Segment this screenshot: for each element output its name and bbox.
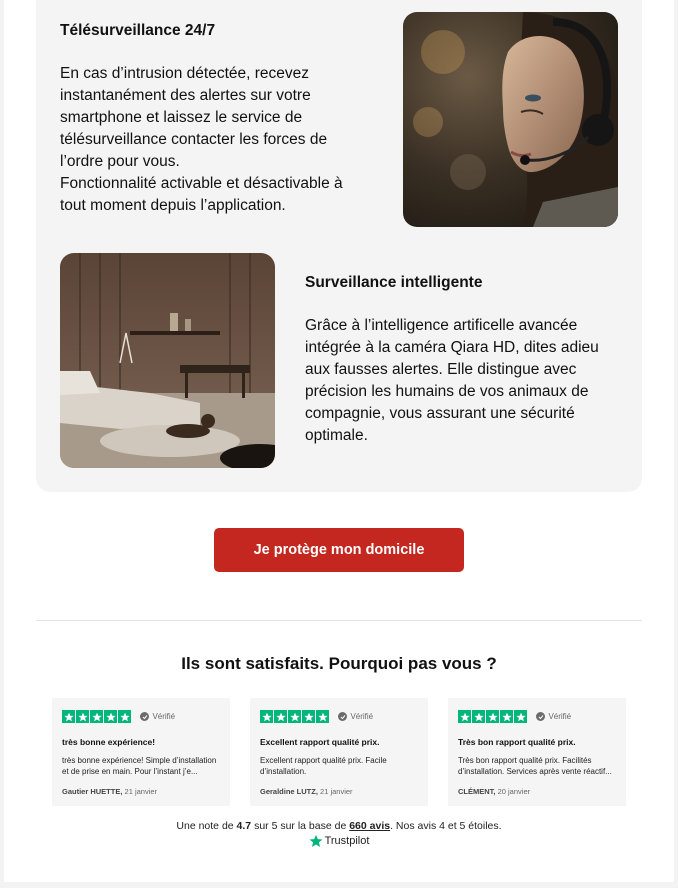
star-icon xyxy=(118,710,131,723)
trustpilot-logo[interactable] xyxy=(4,834,674,848)
review-author: CLÉMENT, 20 janvier xyxy=(458,787,531,796)
star-icon xyxy=(288,710,301,723)
star-rating xyxy=(62,710,131,723)
review-title: Excellent rapport qualité prix. xyxy=(260,737,380,747)
review-card[interactable] xyxy=(52,698,230,806)
star-icon xyxy=(486,710,499,723)
star-icon xyxy=(76,710,89,723)
section-divider xyxy=(36,620,642,621)
feature-title-surveillance-intelligente: Surveillance intelligente xyxy=(305,274,483,291)
star-icon xyxy=(472,710,485,723)
star-rating xyxy=(458,710,527,723)
reviews-section-title: Ils sont satisfaits. Pourquoi pas vous ? xyxy=(181,654,497,673)
star-icon xyxy=(316,710,329,723)
star-icon xyxy=(302,710,315,723)
operator-headset-photo xyxy=(403,12,618,227)
review-title: très bonne expérience! xyxy=(62,737,156,747)
star-icon xyxy=(274,710,287,723)
review-text: Excellent rapport qualité prix. Facile d’installation. xyxy=(260,756,387,776)
trustpilot-label: Trustpilot xyxy=(324,835,370,847)
rating-score: 4.7 xyxy=(236,820,252,832)
verified-check-icon xyxy=(536,712,545,721)
email-page xyxy=(4,0,674,882)
feature-title-telesurveillance: Télésurveillance 24/7 xyxy=(60,22,216,39)
trustpilot-star-icon xyxy=(309,834,323,848)
star-icon xyxy=(90,710,103,723)
verified-badge: Vérifié xyxy=(140,712,175,721)
review-author: Gautier HUETTE, 21 janvier xyxy=(62,787,158,796)
protect-home-button[interactable]: Je protège mon domicile xyxy=(214,528,464,572)
review-card[interactable] xyxy=(250,698,428,806)
living-room-dog-photo xyxy=(60,253,275,468)
star-icon xyxy=(62,710,75,723)
star-icon xyxy=(514,710,527,723)
review-card[interactable] xyxy=(448,698,626,806)
star-rating xyxy=(260,710,329,723)
review-title: Très bon rapport qualité prix. xyxy=(458,737,576,747)
verified-badge: Vérifié xyxy=(338,712,373,721)
star-icon xyxy=(260,710,273,723)
reviews-count-link[interactable]: 660 avis xyxy=(349,820,391,832)
feature-body-telesurveillance: En cas d’intrusion détectée, recevez instantanément des alertes sur votre smartphone et laissez le service de télésurveillance contacter les forces de l’ordre pour vous. Fonctionnalité activable et désactivable à tout moment depuis l’application. xyxy=(60,65,343,214)
feature-body-surveillance-intelligente: Grâce à l’intelligence artificelle avancée intégrée à la caméra Qiara HD, dites adieu aux fausses alertes. Elle distingue avec précision les humains de vos animaux de compagnie, vous assurant une sécurité optimale. xyxy=(305,317,599,444)
star-icon xyxy=(500,710,513,723)
star-icon xyxy=(104,710,117,723)
verified-check-icon xyxy=(338,712,347,721)
verified-badge: Vérifié xyxy=(536,712,571,721)
review-author: Geraldine LUTZ, 21 janvier xyxy=(260,787,353,796)
review-text: très bonne expérience! Simple d’installation et de prise en main. Pour l’instant j’e... xyxy=(62,756,217,776)
star-icon xyxy=(458,710,471,723)
features-card xyxy=(36,0,642,492)
verified-check-icon xyxy=(140,712,149,721)
review-text: Très bon rapport qualité prix. Facilités d’installation. Services après vente réactif... xyxy=(458,756,612,776)
rating-summary: Une note de 4.7 sur 5 sur la base de 660 avis. Nos avis 4 et 5 étoiles. xyxy=(176,820,502,832)
